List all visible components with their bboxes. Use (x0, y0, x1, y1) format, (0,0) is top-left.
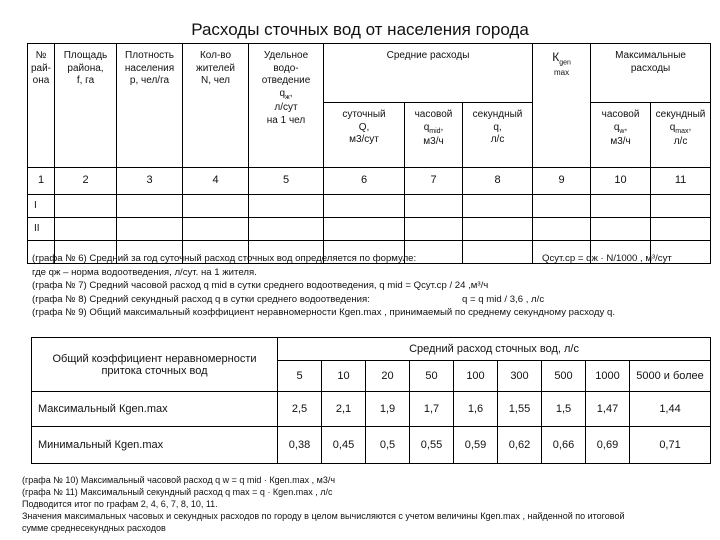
max-coef-value: 1,6 (454, 392, 498, 427)
min-coef-value: 0,62 (498, 427, 542, 464)
table-row (28, 218, 711, 241)
note-line: (графа № 11) Максимальный секундный расход q max = q · Кgen.max , л/с (22, 487, 333, 497)
min-coef-value: 0,66 (542, 427, 586, 464)
header-density: Плотность населения р, чел/га (117, 44, 183, 168)
column-number: 8 (463, 168, 533, 195)
row-label: II (28, 218, 55, 241)
note-line: (графа № 8) Средний секундный расход q в сутки среднего водоотведения: (32, 293, 370, 305)
max-coef-label: Максимальный Кgen.max (32, 392, 278, 427)
header-hourly-avg: часовой $q_{mid}$, м3/ч (405, 103, 463, 168)
min-coef-value: 0,45 (322, 427, 366, 464)
header-max-flows: Максимальные расходы (591, 44, 711, 103)
column-number: 4 (183, 168, 249, 195)
min-coef-value: 0,55 (410, 427, 454, 464)
min-coef-value: 0,38 (278, 427, 322, 464)
header-second-max: секундный $q_{max}$, л/с (651, 103, 711, 168)
header-population: Кол-во жителей N, чел (183, 44, 249, 168)
min-coef-label: Минимальный Кgen.max (32, 427, 278, 464)
flow-value: 100 (454, 361, 498, 392)
max-coef-value: 1,55 (498, 392, 542, 427)
note-line: (графа № 6) Средний за год суточный расход сточных вод определяется по формуле: (32, 253, 417, 264)
table-row (28, 195, 711, 218)
column-number: 1 (28, 168, 55, 195)
column-number: 10 (591, 168, 651, 195)
column-numbers-row (28, 168, 711, 195)
flow-value: 10 (322, 361, 366, 392)
wastewater-table (27, 43, 711, 264)
column-number: 9 (533, 168, 591, 195)
coef-table-title: Общий коэффициент неравномерности притока сточных вод (32, 338, 278, 392)
note-line: (графа № 9) Общий максимальный коэффициент неравномерности Кgen.max , принимаемый по среднему секундному расходу q. (32, 307, 615, 319)
note-formula: Qсут.ср = qж · N/1000 , м³/сут (542, 253, 672, 264)
flow-value: 300 (498, 361, 542, 392)
column-number: 3 (117, 168, 183, 195)
column-number: 6 (324, 168, 405, 195)
flow-value: 50 (410, 361, 454, 392)
header-specific-disposal: Удельное водо- отведение $q_ж$, л/сут на 1 чел (249, 44, 324, 168)
note-line: (графа № 10) Максимальный часовой расход q w = q mid · Кgen.max , м3/ч (22, 475, 336, 485)
max-coef-value: 1,47 (586, 392, 630, 427)
note-line: сумме среднесекундных расходов (22, 523, 166, 533)
max-coef-value: 2,5 (278, 392, 322, 427)
header-area: Площадь района, f, га (55, 44, 117, 168)
note-line: где qж – норма водоотведения, л/сут. на 1 жителя. (32, 266, 257, 278)
header-average-flows: Средние расходы (324, 44, 533, 103)
coefficient-table (31, 337, 711, 464)
max-coef-value: 2,1 (322, 392, 366, 427)
min-coef-value: 0,5 (366, 427, 410, 464)
column-number: 7 (405, 168, 463, 195)
header-kgen-max: $К_{gen}$ max (533, 44, 591, 168)
min-coef-value: 0,59 (454, 427, 498, 464)
flow-value: 20 (366, 361, 410, 392)
note-line: Подводится итог по графам 2, 4, 6, 7, 8, 10, 11. (22, 499, 218, 509)
coef-table-header: Средний расход сточных вод, л/с (278, 338, 711, 361)
max-coef-value: 1,44 (630, 392, 711, 427)
page-title: Расходы сточных вод от населения города (191, 20, 529, 39)
flow-value: 1000 (586, 361, 630, 392)
header-district: № рай- она (28, 44, 55, 168)
flow-value: 5 (278, 361, 322, 392)
row-label: I (28, 195, 55, 218)
column-number: 2 (55, 168, 117, 195)
note-line: Значения максимальных часовых и секундных расходов по городу в целом вычисляются с учетом величины Кgen.max , найденной по итоговой (22, 511, 625, 521)
min-coef-value: 0,69 (586, 427, 630, 464)
note-formula: q = q mid / 3,6 , л/с (462, 293, 545, 305)
max-coef-value: 1,9 (366, 392, 410, 427)
table-row (32, 392, 711, 427)
header-daily-flow: суточный Q, м3/сут (324, 103, 405, 168)
header-hourly-max: часовой $q_w$, м3/ч (591, 103, 651, 168)
flow-value: 5000 и более (630, 361, 711, 392)
note-line: (графа № 7) Средний часовой расход q mid в сутки среднего водоотведения, q mid = Qсут.ср / 24 ,м³/ч (32, 280, 489, 292)
bottom-notes (22, 474, 712, 534)
max-coef-value: 1,5 (542, 392, 586, 427)
min-coef-value: 0,71 (630, 427, 711, 464)
formula-notes (32, 252, 712, 320)
column-number: 5 (249, 168, 324, 195)
flow-value: 500 (542, 361, 586, 392)
header-second-avg: секундный q, л/с (463, 103, 533, 168)
max-coef-value: 1,7 (410, 392, 454, 427)
table-row (32, 427, 711, 464)
column-number: 11 (651, 168, 711, 195)
